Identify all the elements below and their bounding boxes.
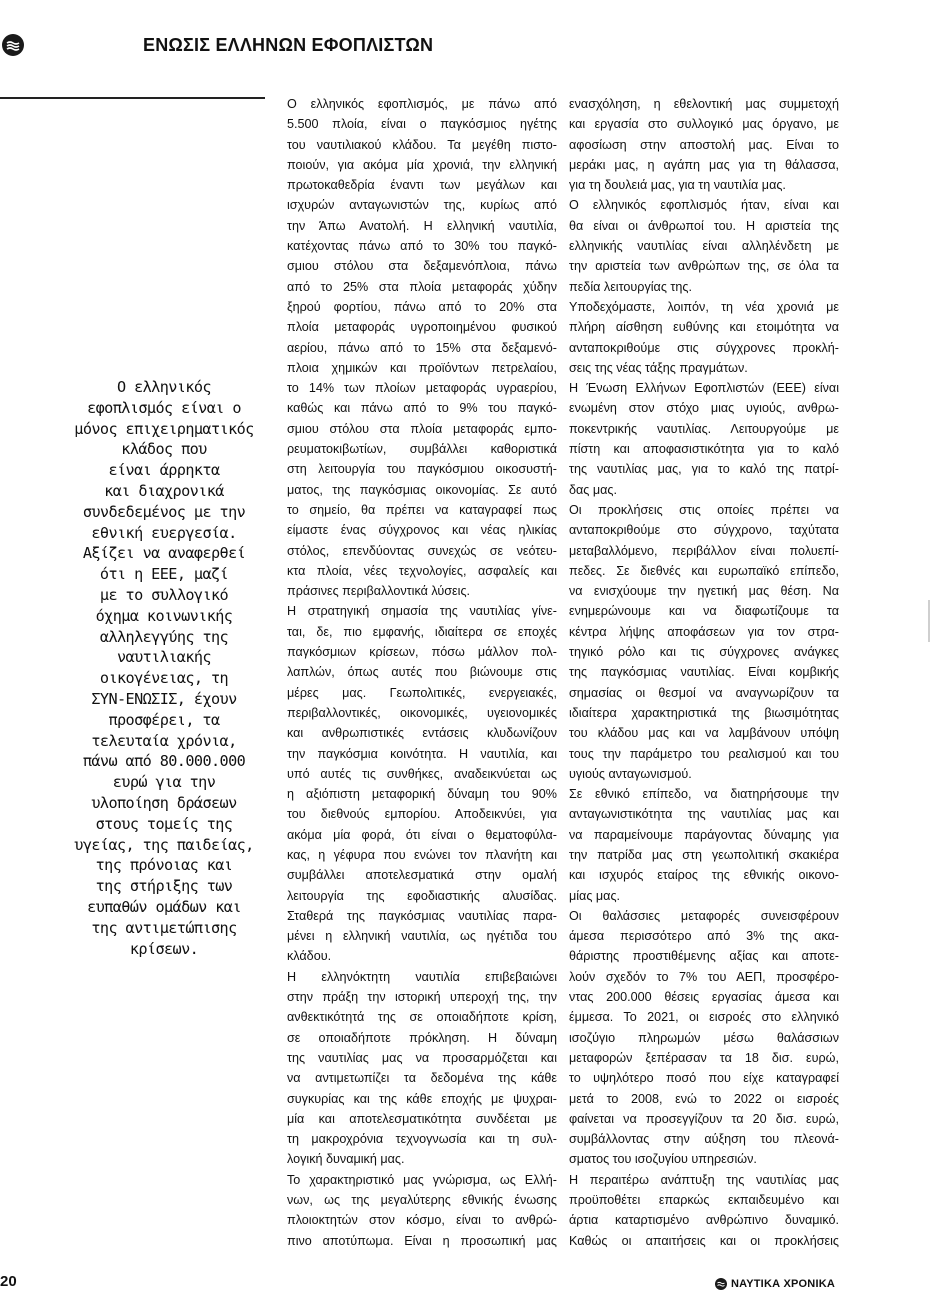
- article-line: ανταγωνιστικότητα της ναυτιλίας μας και: [569, 807, 839, 822]
- pull-quote-line: κλάδος που: [121, 440, 207, 459]
- article-line: ρευματοκιβωτίων, συμβάλλει καθοριστικά: [287, 442, 557, 457]
- pull-quote-line: κρίσεων.: [129, 939, 199, 958]
- pull-quote-line: Ο ελληνικός: [117, 378, 211, 396]
- article-line: του ναυτιλιακού κλάδου. Τα μεγέθη πιστο-: [287, 137, 557, 152]
- article-line: να αντιμετωπίζει τα δεδομένα της κάθε: [287, 1071, 557, 1086]
- pull-quote-line: Αξίζει να αναφερθεί: [82, 544, 246, 563]
- article-line: σμιου στόλου στα δεξαμενόπλοια, πάνω: [287, 259, 557, 274]
- article-line: πινο αποτύπωμα. Είναι η προσωπική μας: [287, 1233, 557, 1248]
- pull-quote-line: τελευταία χρόνια,: [91, 731, 237, 750]
- article-line: μέρες μας. Γεωπολιτικές, ενεργειακές,: [287, 685, 557, 700]
- article-line: Η περαιτέρω ανάπτυξη της ναυτιλίας μας: [569, 1172, 839, 1187]
- article-line: Υποδεχόμαστε, λοιπόν, τη νέα χρονιά με: [569, 299, 839, 314]
- pull-quote-line: είναι άρρηκτα: [108, 461, 220, 480]
- footer-brand: [715, 1277, 835, 1291]
- article-line: το σημείο, θα πρέπει να καταγραφεί πως: [287, 502, 557, 517]
- article-line: της ναυτιλίας μας να προσαρμόζεται και: [287, 1050, 557, 1065]
- article-line: πλοιοκτητών στον κόσμο, είναι το ανθρώ-: [287, 1213, 557, 1228]
- article-line: ενημερώνουμε και να διαφωτίζουμε τα: [569, 604, 839, 619]
- article-line: 5.500 πλοία, είναι ο παγκόσμιος ηγέτης: [287, 117, 557, 132]
- article-line: ενασχόληση, η εθελοντική μας συμμετοχή: [569, 97, 839, 111]
- article-line: Η στρατηγική σημασία της ναυτιλίας γίνε-: [287, 604, 557, 619]
- article-line: συμβάλλει αποτελεσματικά στην ομαλή: [287, 868, 557, 883]
- article-line: μεταβαλλόμενο, περιβάλλον είναι πολυεπί-: [569, 543, 839, 558]
- article-line: συγκυρίας και της κάθε εποχής με ψυχραι-: [287, 1091, 557, 1106]
- article-line: το 14% των πλοίων μεταφοράς υγραερίου,: [287, 381, 557, 396]
- article-line: την πατρίδα μας στη γεωπολιτική σκακιέρα: [569, 847, 839, 862]
- article-line: το υψηλότερο ποσό που είχε καταγραφεί: [569, 1071, 839, 1086]
- article-line: μεταφορών ξεπέρασαν τα 18 δισ. ευρώ,: [569, 1050, 839, 1065]
- pull-quote-line: ναυτιλιακής: [117, 648, 211, 667]
- article-line: και ισχυρός εταίρος της εθνικής οικονο-: [569, 868, 839, 883]
- section-title: ΕΝΩΣΙΣ ΕΛΛΗΝΩΝ ΕΦΟΠΛΙΣΤΩΝ: [143, 35, 434, 55]
- article-line: κας, η γέφυρα που ενώνει τον πλανήτη και: [287, 847, 557, 862]
- article-line: από το 25% στα πλοία μεταφοράς χύδην: [287, 279, 557, 294]
- article-line: υγιούς ανταγωνισμού.: [569, 766, 692, 781]
- article-line: σμιου στόλου στα πλοία μεταφοράς εμπο-: [287, 421, 557, 436]
- article-line: ποιούν, για ακόμα μία χρονιά, την ελληνική: [287, 157, 557, 172]
- pull-quote-line: με το συλλογικό: [99, 585, 229, 604]
- article-line: πίστη και αποφασιστικότητα για το καλό: [569, 442, 839, 457]
- article-line: την παγκόσμια κοινότητα. Η ναυτιλία, και: [287, 746, 557, 761]
- article-line: λειτουργία της εφοδιαστικής αλυσίδας.: [287, 888, 557, 903]
- article-column-2: [569, 94, 839, 1251]
- article-line: Καθώς οι απαιτήσεις και οι προκλήσεις: [569, 1233, 839, 1248]
- article-line: πράσινες περιβαλλοντικά λύσεις.: [287, 584, 471, 599]
- article-line: δας μας.: [569, 482, 617, 497]
- article-line: και ανθρωπιστικές εντάσεις κλυδωνίζουν: [287, 726, 557, 741]
- article-line: θάριστης προστιθέμενης αξίας και αποτε-: [569, 949, 839, 964]
- pull-quote-line: πάνω από 80.000.000: [82, 752, 246, 771]
- article-line: στη λειτουργία του παγκόσμιου οικοσυστή-: [287, 462, 557, 477]
- pull-quote-line: ευρώ για την: [112, 773, 216, 792]
- pull-quote-line: υγείας, της παιδείας,: [74, 835, 254, 854]
- article-line: μετά το 2008, ενώ το 2022 οι εισροές: [569, 1091, 839, 1106]
- article-line: Η Ένωση Ελλήνων Εφοπλιστών (ΕΕΕ) είναι: [569, 381, 839, 396]
- article-line: ξηρού φορτίου, πάνω από το 20% στα: [287, 299, 557, 314]
- article-line: Το χαρακτηριστικό μας γνώρισμα, ως Ελλή-: [287, 1172, 557, 1187]
- article-line: Οι προκλήσεις στις οποίες πρέπει να: [569, 502, 839, 517]
- article-line: ται, δε, πιο εμφανής, ιδιαίτερα σε εποχές: [287, 624, 557, 639]
- article-line: τηγικό ρόλο και τις σύγχρονες ανάγκες: [569, 645, 839, 660]
- article-line: έμμεσα. Το 2021, οι εισροές στο ελληνικό: [569, 1010, 839, 1025]
- article-line: ακόμα μία φορά, ότι είναι ο θεματοφύλα-: [287, 827, 557, 842]
- pull-quote-line: της στήριξης των: [95, 877, 233, 896]
- article-line: συμβάλλοντας στην αύξηση του πλεονά-: [569, 1132, 839, 1147]
- article-line: της ναυτιλίας μας, για το καλό της πατρί-: [569, 462, 839, 477]
- article-line: κατέχοντας πάνω από το 30% του παγκό-: [287, 239, 557, 254]
- article-line: άρτια καταρτισμένο ανθρώπινο δυναμικό.: [569, 1213, 839, 1228]
- article-line: ντας 200.000 θέσεις εργασίας άμεσα και: [569, 990, 839, 1005]
- article-line: ματος, της παγκόσμιας οικονομίας. Σε αυτό: [287, 482, 557, 497]
- article-line: να παραμείνουμε παράγοντας δύναμης για: [569, 827, 839, 842]
- article-line: της παγκόσμιας ναυτιλίας. Είναι κομβικής: [569, 665, 839, 680]
- article-line: μεράκι μας, η αγάπη μας για τη θάλασσα,: [569, 157, 839, 172]
- article-line: κέντρα λήψης αποφάσεων για τον στρα-: [569, 624, 839, 639]
- pull-quote-line: υλοποίηση δράσεων: [91, 793, 237, 812]
- pull-quote-line: αλληλεγγύης της: [99, 627, 229, 646]
- article-line: ανταποκριθούμε στο σύγχρονο, ταχύτατα: [569, 523, 839, 538]
- article-line: παγκόσμιων κρίσεων, πόσω μάλλον πολ-: [287, 645, 557, 660]
- pull-quote-line: ευπαθών ομάδων και: [87, 897, 241, 916]
- article-line: σε οποιαδήποτε πρόκληση. Η δύναμη: [287, 1030, 557, 1045]
- nautika-chronika-logo-icon: [715, 1278, 727, 1290]
- article-line: Οι θαλάσσιες μεταφορές συνεισφέρουν: [569, 908, 839, 923]
- divider-rule: [0, 97, 265, 99]
- pull-quote-line: και διαχρονικά: [104, 481, 224, 500]
- article-line: πλοία μεταφοράς υγροποιημένου φυσικού: [287, 320, 557, 335]
- article-line: θα είναι οι άνθρωποί του. Η αριστεία της: [569, 218, 839, 233]
- article-line: ανταποκριθούμε στις σύγχρονες προκλή-: [569, 340, 839, 355]
- article-line: σματος του ισοζυγίου υπηρεσιών.: [569, 1152, 757, 1167]
- article-line: λαπλών, όπως αυτές που βιώνουμε στις: [287, 665, 557, 680]
- article-line: πεδες. Σε διεθνές και ευρωπαϊκό επίπεδο,: [569, 563, 839, 578]
- article-line: λογική δυναμική μας.: [287, 1152, 405, 1167]
- article-line: ανθεκτικότητά της σε οποιαδήποτε κρίση,: [287, 1010, 557, 1025]
- article-line: Σε εθνικό επίπεδο, να διατηρήσουμε την: [569, 787, 839, 802]
- article-line: μίας μας.: [569, 888, 621, 903]
- article-line: σεις της νέας τάξης πραγμάτων.: [569, 360, 748, 375]
- article-line: Η ελληνόκτητη ναυτιλία επιβεβαιώνει: [287, 969, 557, 984]
- article-line: την Άπω Ανατολή. Η ελληνική ναυτιλία,: [287, 218, 557, 233]
- article-line: για τη δουλειά μας, για τη ναυτιλία μας.: [569, 178, 786, 193]
- article-line: νων, ως της μεγαλύτερης εθνικής ένωσης: [287, 1193, 557, 1208]
- pull-quote-line: όχημα κοινωνικής: [95, 606, 233, 625]
- article-line: μένει η ελληνική ναυτιλία, ως ηγέτιδα του: [287, 929, 557, 944]
- article-line: πεδία λειτουργίας της.: [569, 279, 692, 294]
- article-line: αφοσίωση στην αποστολή μας. Είναι το: [569, 137, 839, 152]
- pull-quote-line: οικογένειας, τη: [99, 669, 229, 688]
- article-line: πρωτοκαθεδρία έναντι των μεγάλων και: [287, 178, 557, 193]
- article-line: ενωμένη στον στόχο μιας υγιούς, ανθρω-: [569, 401, 839, 416]
- article-column-1: [287, 94, 557, 1251]
- article-line: είμαστε ένας σύγχρονος και νέας ηλικίας: [287, 523, 557, 538]
- article-line: προϋποθέτει επαρκώς εκπαιδευμένο και: [569, 1193, 839, 1208]
- article-line: Ο ελληνικός εφοπλισμός ήταν, είναι και: [569, 198, 839, 213]
- article-line: μία και αποτελεσματικότητα συνδέεται με: [287, 1111, 557, 1126]
- article-line: πλοια χημικών και προϊόντων πετρελαίου,: [287, 360, 557, 375]
- pull-quote-line: μόνος επιχειρηματικός: [74, 419, 254, 438]
- article-line: ιδιαίτερα χαρακτηριστικά της βιωσιμότητας: [569, 705, 839, 720]
- article-line: του κλάδου μας και να λαμβάνουν υπόψη: [569, 726, 839, 741]
- article-line: στόλος, επενδύοντας συνεχώς σε νεότευ-: [287, 543, 557, 558]
- article-line: την αριστεία των ανθρώπων της, σε όλα τα: [569, 259, 839, 274]
- pull-quote-line: εθνική ευεργεσία.: [91, 523, 237, 542]
- pull-quote-line: συνδεδεμένος με την: [82, 502, 246, 521]
- article-line: άμεσα περισσότερο από 3% της ακα-: [569, 929, 839, 944]
- article-line: στην πράξη την ιστορική υπεροχή της, την: [287, 990, 557, 1005]
- footer-brand-name: ΝΑΥΤΙΚΑ ΧΡΟΝΙΚΑ: [730, 1278, 835, 1290]
- article-line: κλάδου.: [287, 949, 332, 964]
- pull-quote-line: στους τομείς της: [95, 814, 233, 833]
- pull-quote-line: ΣΥΝ-ΕΝΩΣΙΣ, έχουν: [91, 689, 237, 708]
- pull-quote-line: εφοπλισμός είναι ο: [87, 398, 241, 417]
- article-line: και εργασία στο συλλογικό μας όργανο, με: [569, 117, 839, 132]
- article-line: φαίνεται να προσεγγίζουν τα 20 δισ. ευρώ,: [569, 1111, 839, 1126]
- pull-quote-line: της αντιμετώπισης: [91, 918, 237, 937]
- article-line: σημασίας οι θεσμοί να αναγνωρίζουν τα: [569, 685, 839, 700]
- article-line: κτα πλοία, νέες τεχνολογίες, ασφαλείς και: [287, 563, 557, 578]
- pull-quote: [20, 377, 308, 959]
- wave-logo-icon: [2, 34, 24, 56]
- pull-quote-line: προσφέρει, τα: [108, 710, 220, 729]
- article-line: υπό αυτές τις συνθήκες, αναδεικνύεται ως: [287, 766, 557, 781]
- article-line: πλήρη αίσθηση ευθύνης και ετοιμότητα να: [569, 320, 839, 335]
- article-line: ποκεντρικής ναυτιλίας. Λειτουργούμε με: [569, 421, 839, 436]
- article-line: του διεθνούς εμπορίου. Αποδεικνύει, για: [287, 807, 557, 822]
- page-number: 20: [0, 1273, 17, 1290]
- article-line: ισοζύγιο πληρωμών μέσω θαλάσσιων: [569, 1030, 839, 1045]
- article-line: αερίου, πάνω από το 15% στα δεξαμενό-: [287, 340, 557, 355]
- article-line: καθώς και πάνω από το 9% του παγκό-: [287, 401, 557, 416]
- article-line: ελληνικής ναυτιλίας είναι αλληλένδετη με: [569, 239, 839, 254]
- pull-quote-line: ότι η ΕΕΕ, μαζί: [99, 565, 229, 584]
- article-line: η αξιόπιστη μεταφορική δύναμη του 90%: [287, 787, 557, 802]
- article-line: να ενισχύουμε την ηγετική μας θέση. Να: [569, 584, 839, 599]
- article-line: Ο ελληνικός εφοπλισμός, με πάνω από: [287, 97, 557, 111]
- article-line: τη μακροχρόνια τεχνογνωσία και τη συλ-: [287, 1132, 557, 1147]
- article-line: λούν σχεδόν το 7% του ΑΕΠ, προσφέρο-: [569, 969, 839, 984]
- article-line: Σταθερά της παγκόσμιας ναυτιλίας παρα-: [287, 908, 557, 923]
- article-line: περιβαλλοντικές, οικονομικές, υγειονομικές: [287, 705, 557, 720]
- article-line: ισχυρών ανταγωνιστών της, κυρίως από: [287, 198, 557, 213]
- article-line: τους την παράμετρο του ρεαλισμού και του: [569, 746, 839, 761]
- pull-quote-line: της πρόνοιας και: [95, 856, 233, 875]
